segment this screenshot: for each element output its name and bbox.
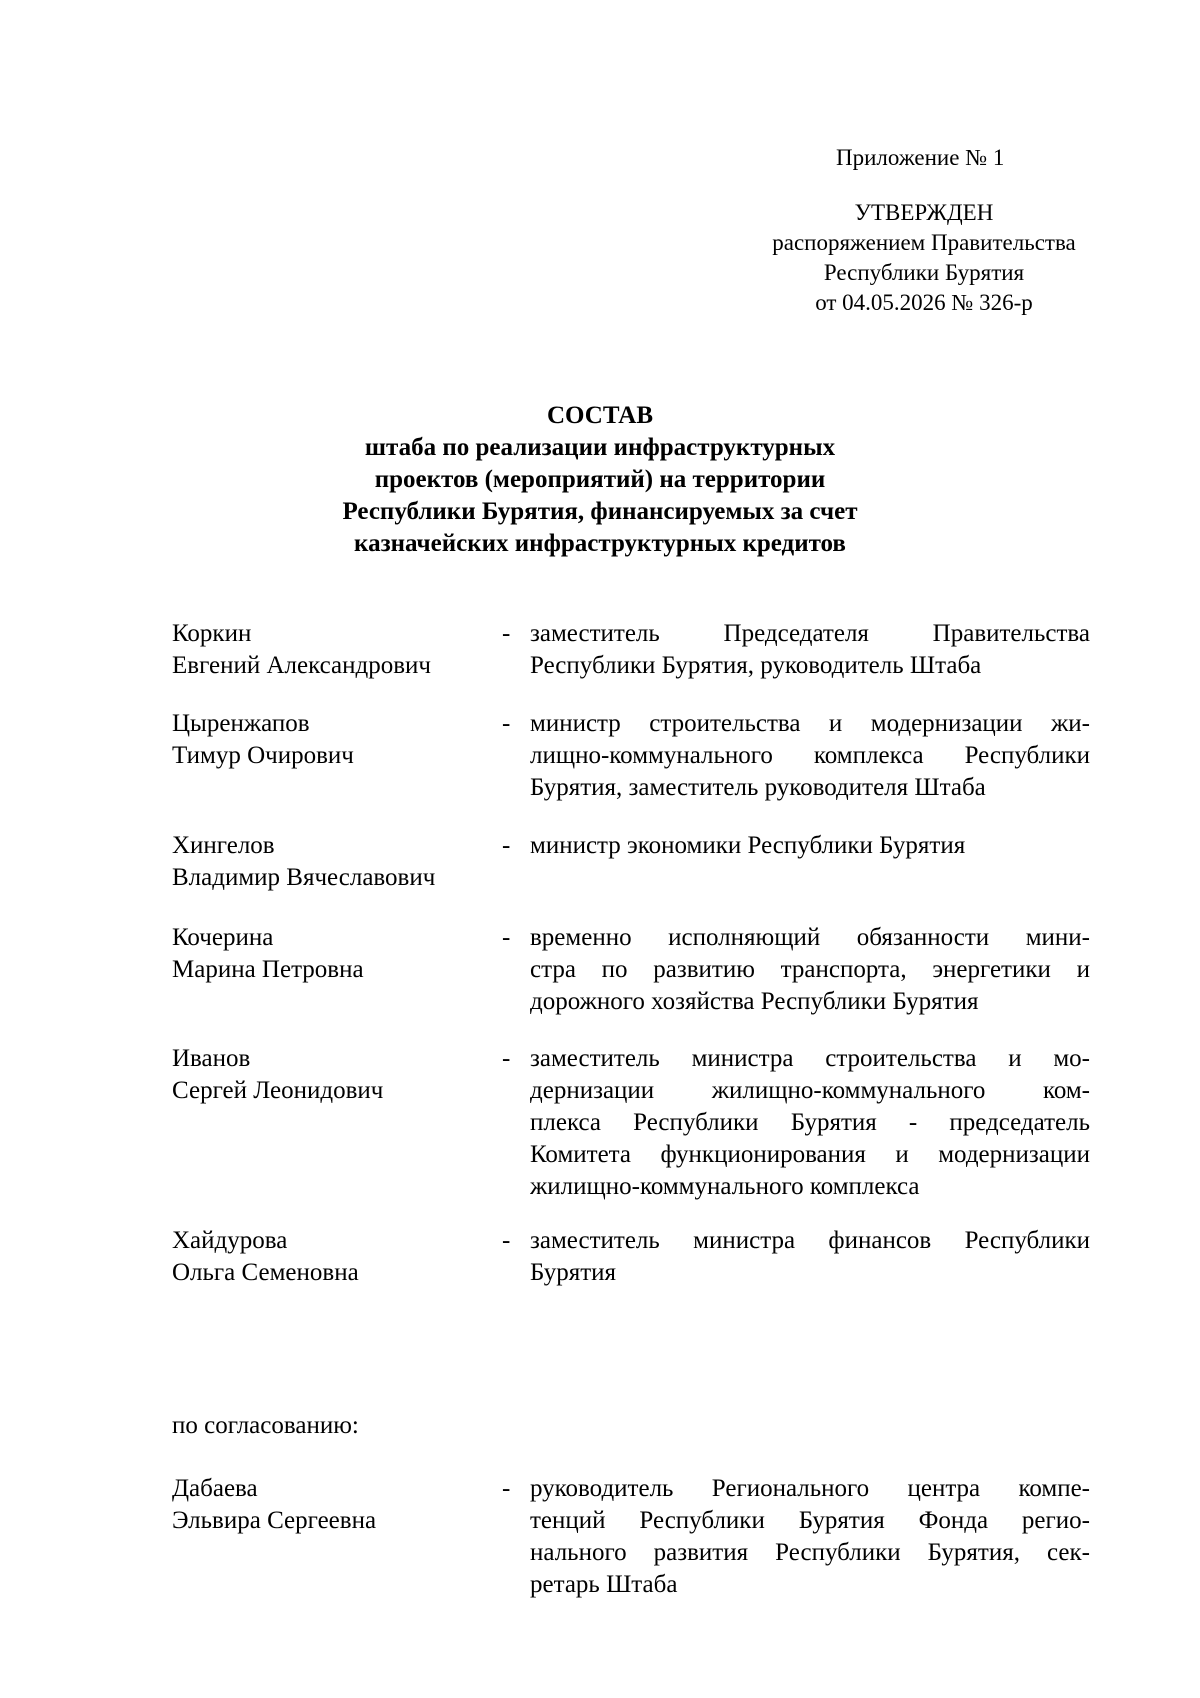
title-line: казначейских инфраструктурных кредитов — [354, 530, 846, 557]
position-line: министр строительства и модернизации жи- — [530, 710, 1090, 737]
member-name — [172, 922, 492, 986]
position-line: дорожного хозяйства Республики Бурятия — [530, 988, 979, 1015]
position-line: нального развития Республики Бурятия, сек- — [530, 1539, 1090, 1566]
approval-line: от 04.05.2026 № 326-р — [815, 290, 1033, 315]
position-line: дернизации жилищно-коммунального ком- — [530, 1077, 1090, 1104]
member-position — [530, 922, 1090, 1018]
separator-dash: - — [502, 1475, 511, 1502]
member-surname: Хингелов — [172, 832, 275, 859]
document-title — [150, 400, 1050, 560]
position-line: руководитель Регионального центра компе- — [530, 1475, 1090, 1502]
position-line: лищно-коммунального комплекса Республики — [530, 742, 1090, 769]
separator-dash: - — [502, 710, 511, 737]
position-line: заместитель министра финансов Республики — [530, 1227, 1090, 1254]
member-given-name: Эльвира Сергеевна — [172, 1507, 377, 1534]
member-given-name: Евгений Александрович — [172, 652, 431, 679]
title-line: штаба по реализации инфраструктурных — [364, 434, 836, 461]
member-surname: Хайдурова — [172, 1227, 288, 1254]
member-given-name: Сергей Леонидович — [172, 1077, 384, 1104]
title-line: Республики Бурятия, финансируемых за счет — [342, 498, 858, 525]
position-line: Республики Бурятия, руководитель Штаба — [530, 652, 982, 679]
member-name — [172, 1225, 492, 1289]
position-line: заместитель Председателя Правительства — [530, 620, 1090, 647]
position-line: жилищно-коммунального комплекса — [530, 1173, 920, 1200]
approval-line: УТВЕРЖДЕН — [854, 200, 994, 225]
member-position — [530, 1225, 1090, 1289]
member-surname: Иванов — [172, 1045, 251, 1072]
member-surname: Кочерина — [172, 924, 274, 951]
separator-dash: - — [502, 1227, 511, 1254]
member-name — [172, 618, 492, 682]
member-name — [172, 708, 492, 772]
member-position — [530, 708, 1090, 804]
member-surname: Цыренжапов — [172, 710, 310, 737]
member-given-name: Владимир Вячеславович — [172, 864, 436, 891]
title-line: СОСТАВ — [546, 402, 654, 429]
approval-line: распоряжением Правительства — [772, 230, 1076, 255]
title-line: проектов (мероприятий) на территории — [374, 466, 826, 493]
position-line: министр экономики Республики Бурятия — [530, 832, 966, 859]
member-surname: Дабаева — [172, 1475, 258, 1502]
separator-dash: - — [502, 620, 511, 647]
approval-line: Республики Бурятия — [823, 260, 1025, 285]
position-line: плекса Республики Бурятия - председатель — [530, 1109, 1090, 1136]
member-position — [530, 1043, 1090, 1203]
position-line: заместитель министра строительства и мо- — [530, 1045, 1090, 1072]
separator-dash: - — [502, 832, 511, 859]
agreement-label: по согласованию: — [172, 1412, 359, 1439]
position-line: Бурятия, заместитель руководителя Штаба — [530, 774, 986, 801]
separator-dash: - — [502, 1045, 511, 1072]
member-position — [530, 830, 1090, 862]
member-given-name: Тимур Очирович — [172, 742, 354, 769]
member-name — [172, 1043, 492, 1107]
approval-stamp — [744, 198, 1104, 318]
member-given-name: Марина Петровна — [172, 956, 364, 983]
position-line: стра по развитию транспорта, энергетики и — [530, 956, 1090, 983]
member-name — [172, 1473, 492, 1537]
member-surname: Коркин — [172, 620, 252, 647]
member-position — [530, 1473, 1090, 1601]
position-line: Бурятия — [530, 1259, 617, 1286]
position-line: тенций Республики Бурятия Фонда регио- — [530, 1507, 1090, 1534]
position-line: ретарь Штаба — [530, 1571, 678, 1598]
member-name — [172, 830, 492, 894]
annex-number: Приложение № 1 — [836, 145, 1005, 170]
separator-dash: - — [502, 924, 511, 951]
position-line: временно исполняющий обязанности мини- — [530, 924, 1090, 951]
position-line: Комитета функционирования и модернизации — [530, 1141, 1090, 1168]
member-given-name: Ольга Семеновна — [172, 1259, 359, 1286]
member-position — [530, 618, 1090, 682]
